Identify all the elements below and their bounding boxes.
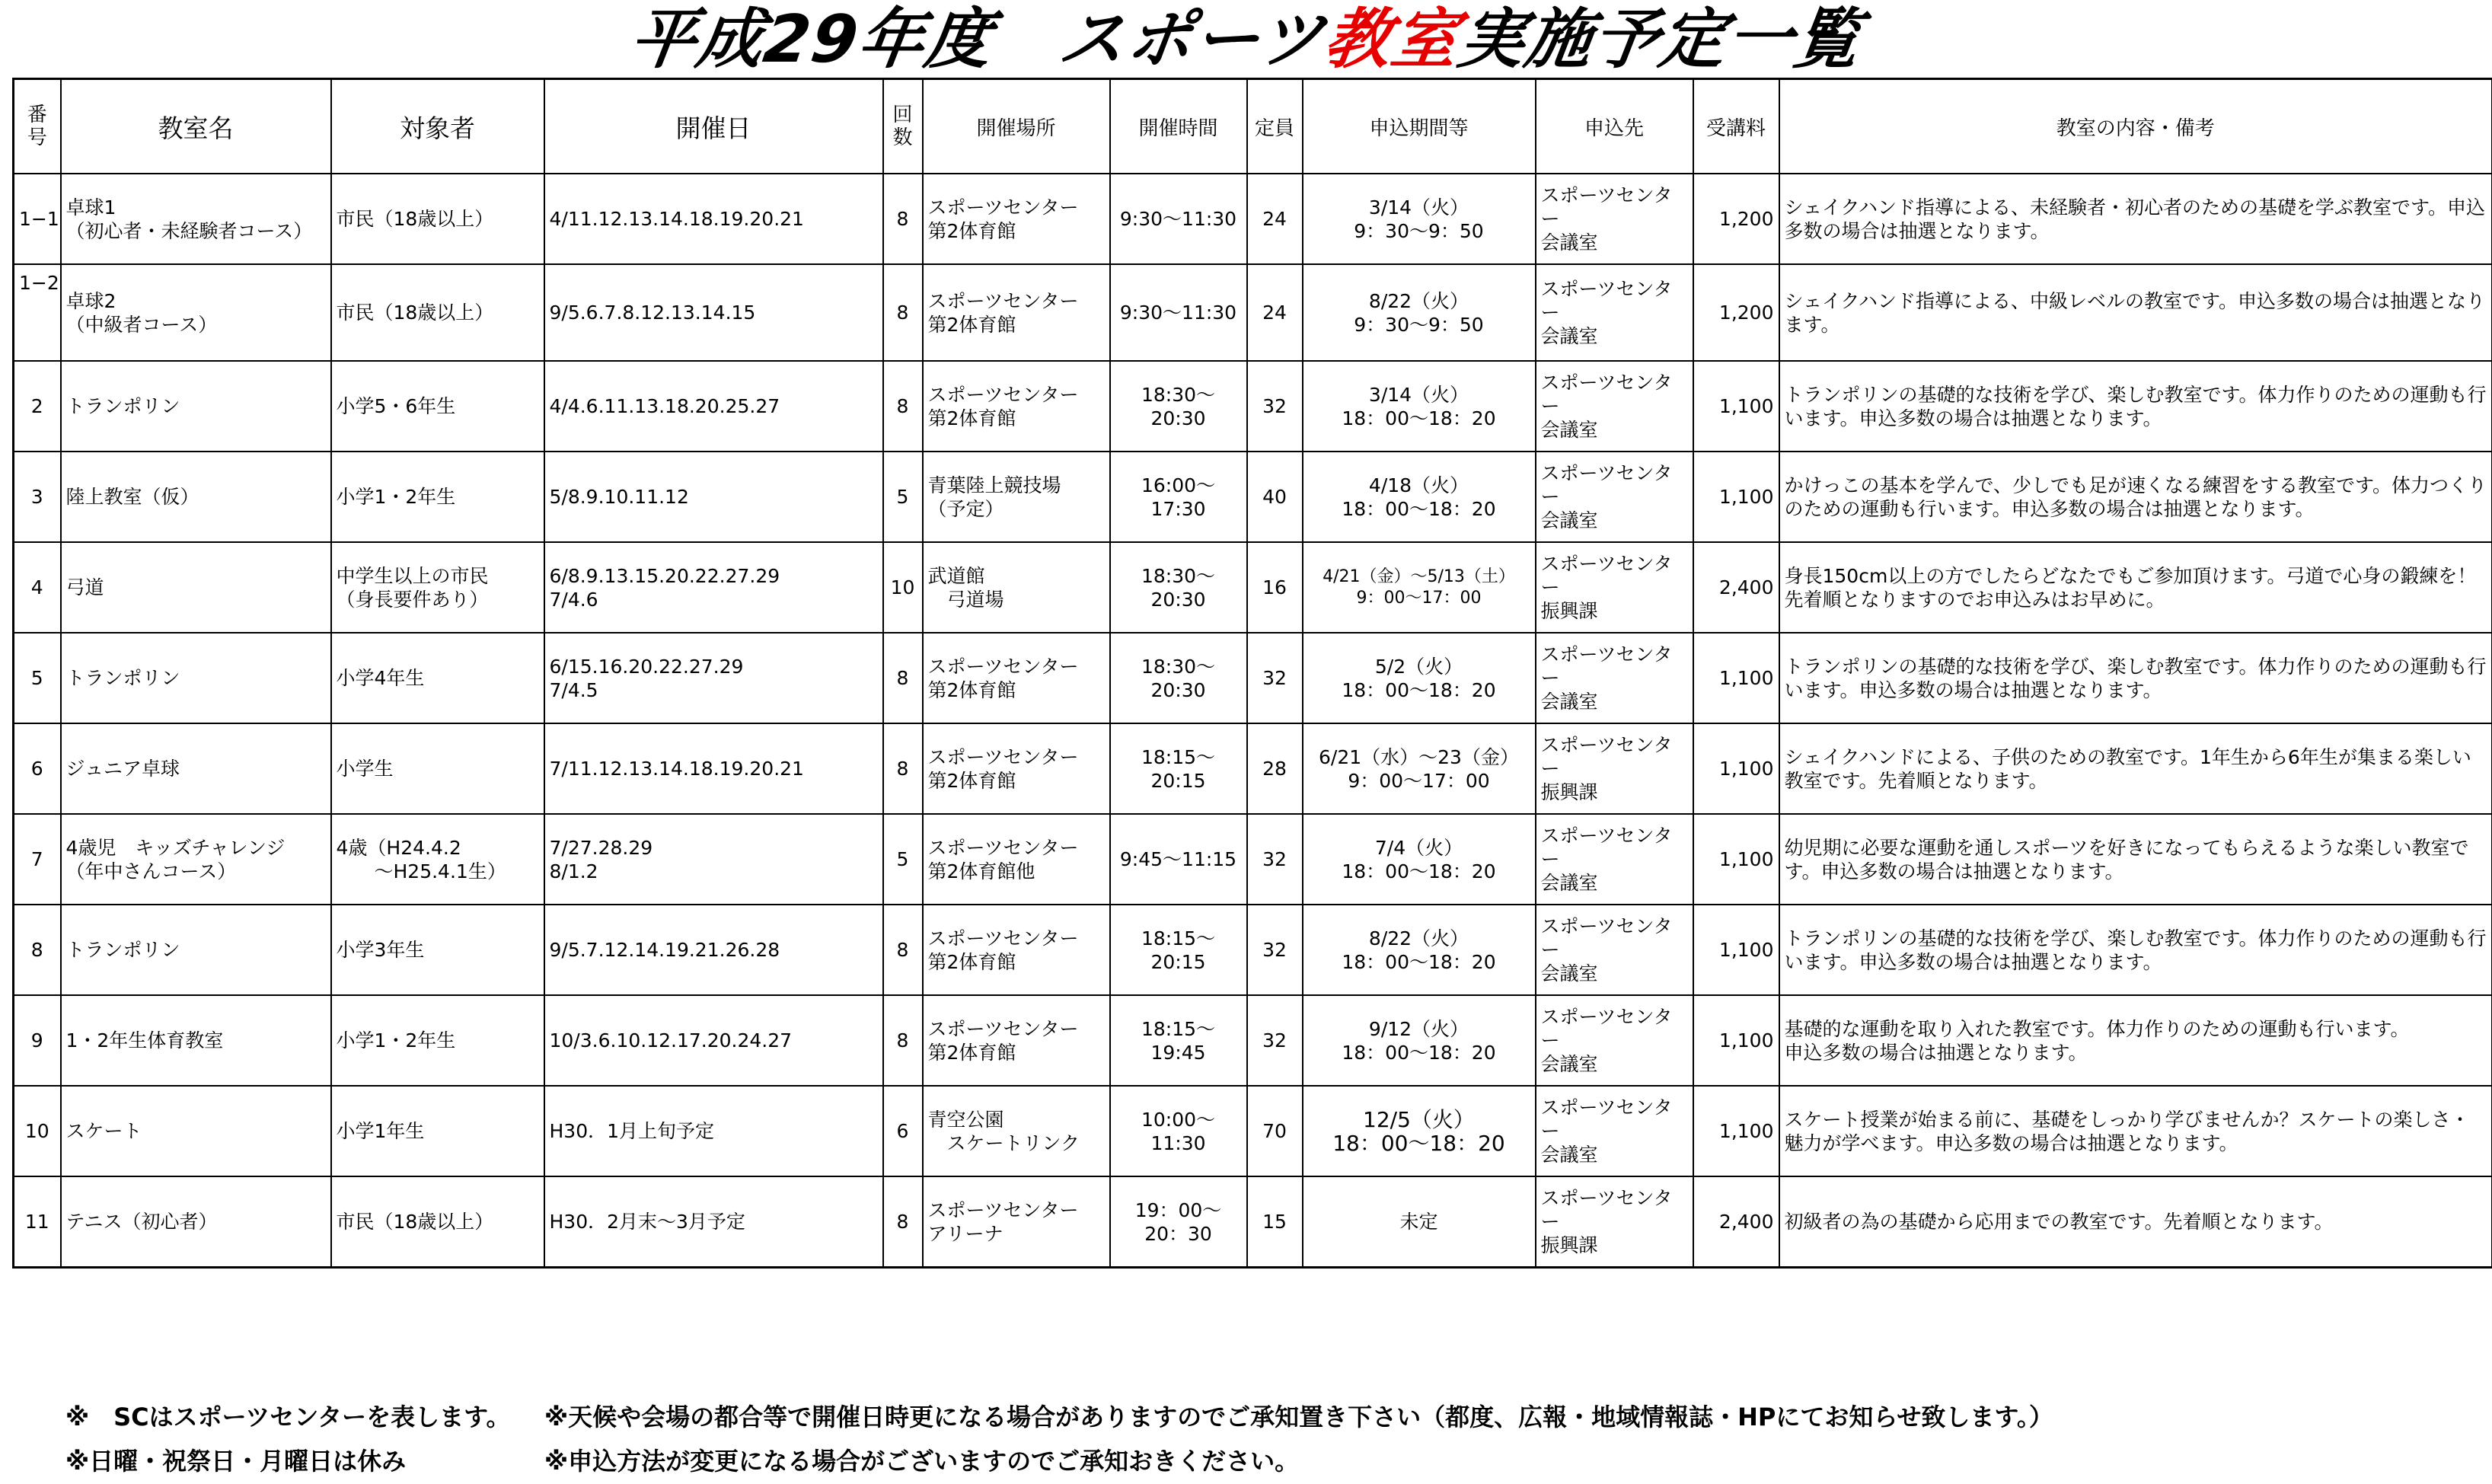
venue: スポーツセンター 第2体育館 [923,905,1110,995]
notes: トランポリンの基礎的な技術を学び、楽しむ教室です。体力作りのための運動も行います。申込多数の場合は抽選となります。 [1779,633,2492,723]
dates: 9/5.7.12.14.19.21.26.28 [544,905,883,995]
contact: スポーツセンター 振興課 [1536,542,1693,633]
time: 18:15〜20:15 [1110,723,1247,814]
row-num: 7 [14,814,61,905]
class-name: 卓球2 （中級者コース） [61,264,331,361]
notes: かけっこの基本を学んで、少しでも足が速くなる練習をする教室です。体力つくりのための運動も行います。申込多数の場合は抽選となります。 [1779,452,2492,542]
row-num: 1−1 [14,174,61,264]
contact: スポーツセンター 会議室 [1536,1086,1693,1176]
fee: 1,100 [1693,633,1779,723]
time: 19：00〜20：30 [1110,1176,1247,1268]
time: 9:45〜11:15 [1110,814,1247,905]
table-row [14,1176,2492,1268]
contact: スポーツセンター 会議室 [1536,905,1693,995]
header-row [14,79,2492,174]
capacity: 32 [1247,633,1303,723]
target: 市民（18歳以上） [331,174,544,264]
period: 12/5（火） 18：00〜18：20 [1303,1086,1536,1176]
table-row [14,633,2492,723]
class-name: 1・2年生体育教室 [61,995,331,1086]
dates: 10/3.6.10.12.17.20.24.27 [544,995,883,1086]
target: 小学3年生 [331,905,544,995]
header-time: 開催時間 [1110,79,1247,174]
capacity: 28 [1247,723,1303,814]
fee: 1,100 [1693,361,1779,452]
target: 市民（18歳以上） [331,264,544,361]
target: 中学生以上の市民 （身長要件あり） [331,542,544,633]
capacity: 32 [1247,905,1303,995]
table-row [14,361,2492,452]
period: 3/14（火） 9：30〜9：50 [1303,174,1536,264]
footer-note-weather: ※天候や会場の都合等で開催日時更になる場合がありますのでご承知置き下さい（都度、広報・地域情報誌・HPにてお知らせ致します。） [544,1403,2053,1431]
dates: 6/15.16.20.22.27.29 7/4.5 [544,633,883,723]
table-row [14,264,2492,361]
time: 9:30〜11:30 [1110,264,1247,361]
row-num: 1−2 [14,264,61,361]
class-name: トランポリン [61,361,331,452]
header-count: 回数 [883,79,923,174]
class-name: スケート [61,1086,331,1176]
venue: スポーツセンター 第2体育館 [923,633,1110,723]
contact: スポーツセンター 会議室 [1536,633,1693,723]
capacity: 15 [1247,1176,1303,1268]
venue: スポーツセンター 第2体育館 [923,174,1110,264]
fee: 1,100 [1693,995,1779,1086]
count: 6 [883,1086,923,1176]
notes: スケート授業が始まる前に、基礎をしっかり学びませんか？スケートの楽しさ・魅力が学べます。申込多数の場合は抽選となります。 [1779,1086,2492,1176]
target: 小学生 [331,723,544,814]
table-row [14,814,2492,905]
target: 小学5・6年生 [331,361,544,452]
row-num: 5 [14,633,61,723]
contact: スポーツセンター 振興課 [1536,1176,1693,1268]
time: 18:15〜19:45 [1110,995,1247,1086]
notes: トランポリンの基礎的な技術を学び、楽しむ教室です。体力作りのための運動も行います。申込多数の場合は抽選となります。 [1779,905,2492,995]
count: 8 [883,1176,923,1268]
title-part-1: 平成29年度 スポーツ [625,2,1331,78]
contact: スポーツセンター 振興課 [1536,723,1693,814]
title-highlight: 教室 [1319,2,1465,78]
header-name: 教室名 [61,79,331,174]
fee: 1,100 [1693,1086,1779,1176]
header-venue: 開催場所 [923,79,1110,174]
venue: スポーツセンター 第2体育館 [923,264,1110,361]
header-num: 番号 [14,79,61,174]
capacity: 40 [1247,452,1303,542]
fee: 1,100 [1693,723,1779,814]
dates: 7/27.28.29 8/1.2 [544,814,883,905]
capacity: 24 [1247,174,1303,264]
fee: 1,100 [1693,814,1779,905]
time: 18:30〜20:30 [1110,542,1247,633]
header-target: 対象者 [331,79,544,174]
period: 3/14（火） 18：00〜18：20 [1303,361,1536,452]
page-title [0,0,2492,76]
row-num: 3 [14,452,61,542]
table-row [14,452,2492,542]
count: 8 [883,905,923,995]
footer-note-sc: ※ SCはスポーツセンターを表します。 [65,1403,511,1431]
dates: H30．1月上旬予定 [544,1086,883,1176]
class-name: ジュニア卓球 [61,723,331,814]
header-contact: 申込先 [1536,79,1693,174]
fee: 1,100 [1693,452,1779,542]
venue: 青葉陸上競技場 （予定） [923,452,1110,542]
table-row [14,995,2492,1086]
count: 8 [883,361,923,452]
row-num: 6 [14,723,61,814]
notes: 基礎的な運動を取り入れた教室です。体力作りのための運動も行います。 申込多数の場合は抽選となります。 [1779,995,2492,1086]
contact: スポーツセンター 会議室 [1536,264,1693,361]
table-row [14,542,2492,633]
dates: 9/5.6.7.8.12.13.14.15 [544,264,883,361]
dates: H30．2月末〜3月予定 [544,1176,883,1268]
venue: スポーツセンター アリーナ [923,1176,1110,1268]
row-num: 2 [14,361,61,452]
notes: シェイクハンド指導による、中級レベルの教室です。申込多数の場合は抽選となります。 [1779,264,2492,361]
fee: 1,200 [1693,264,1779,361]
period: 4/21（金）〜5/13（土） 9：00〜17：00 [1303,542,1536,633]
table-row [14,174,2492,264]
capacity: 32 [1247,814,1303,905]
time: 18:15〜20:15 [1110,905,1247,995]
schedule-table [12,78,2492,1269]
class-name: トランポリン [61,633,331,723]
period: 6/21（水）〜23（金） 9：00〜17：00 [1303,723,1536,814]
venue: スポーツセンター 第2体育館 [923,995,1110,1086]
notes: 幼児期に必要な運動を通しスポーツを好きになってもらえるような楽しい教室です。申込多数の場合は抽選となります。 [1779,814,2492,905]
capacity: 70 [1247,1086,1303,1176]
time: 18:30〜20:30 [1110,361,1247,452]
count: 8 [883,723,923,814]
header-notes: 教室の内容・備考 [1779,79,2492,174]
target: 小学1年生 [331,1086,544,1176]
time: 10:00〜11:30 [1110,1086,1247,1176]
header-period: 申込期間等 [1303,79,1536,174]
venue: スポーツセンター 第2体育館 [923,361,1110,452]
notes: 身長150cm以上の方でしたらどなたでもご参加頂けます。弓道で心身の鍛練を！先着順となりますのでお申込みはお早めに。 [1779,542,2492,633]
notes: シェイクハンド指導による、未経験者・初心者のための基礎を学ぶ教室です。申込多数の場合は抽選となります。 [1779,174,2492,264]
period: 4/18（火） 18：00〜18：20 [1303,452,1536,542]
target: 小学1・2年生 [331,995,544,1086]
count: 5 [883,814,923,905]
period: 8/22（火） 9：30〜9：50 [1303,264,1536,361]
dates: 5/8.9.10.11.12 [544,452,883,542]
count: 5 [883,452,923,542]
target: 小学1・2年生 [331,452,544,542]
footer-note-holidays: ※日曜・祝祭日・月曜日は休み [65,1447,407,1476]
row-num: 9 [14,995,61,1086]
time: 16:00〜17:30 [1110,452,1247,542]
dates: 7/11.12.13.14.18.19.20.21 [544,723,883,814]
fee: 1,200 [1693,174,1779,264]
class-name: 陸上教室（仮） [61,452,331,542]
row-num: 8 [14,905,61,995]
fee: 2,400 [1693,1176,1779,1268]
row-num: 4 [14,542,61,633]
contact: スポーツセンター 会議室 [1536,995,1693,1086]
notes: シェイクハンドによる、子供のための教室です。1年生から6年生が集まる楽しい教室です。先着順となります。 [1779,723,2492,814]
row-num: 10 [14,1086,61,1176]
period: 8/22（火） 18：00〜18：20 [1303,905,1536,995]
period: 5/2（火） 18：00〜18：20 [1303,633,1536,723]
capacity: 32 [1247,361,1303,452]
class-name: トランポリン [61,905,331,995]
fee: 1,100 [1693,905,1779,995]
venue: 武道館 弓道場 [923,542,1110,633]
capacity: 24 [1247,264,1303,361]
capacity: 32 [1247,995,1303,1086]
class-name: テニス（初心者） [61,1176,331,1268]
contact: スポーツセンター 会議室 [1536,174,1693,264]
time: 18:30〜20:30 [1110,633,1247,723]
header-capacity: 定員 [1247,79,1303,174]
contact: スポーツセンター 会議室 [1536,452,1693,542]
title-part-3: 実施予定一覧 [1453,2,1867,78]
row-num: 11 [14,1176,61,1268]
count: 8 [883,264,923,361]
venue: スポーツセンター 第2体育館 [923,723,1110,814]
fee: 2,400 [1693,542,1779,633]
contact: スポーツセンター 会議室 [1536,361,1693,452]
notes: トランポリンの基礎的な技術を学び、楽しむ教室です。体力作りのための運動も行います。申込多数の場合は抽選となります。 [1779,361,2492,452]
table-row [14,1086,2492,1176]
notes: 初級者の為の基礎から応用までの教室です。先着順となります。 [1779,1176,2492,1268]
class-name: 卓球1 （初心者・未経験者コース） [61,174,331,264]
count: 8 [883,995,923,1086]
period: 未定 [1303,1176,1536,1268]
count: 10 [883,542,923,633]
capacity: 16 [1247,542,1303,633]
table-row [14,723,2492,814]
target: 4歳（H24.4.2 〜H25.4.1生） [331,814,544,905]
target: 小学4年生 [331,633,544,723]
target: 市民（18歳以上） [331,1176,544,1268]
header-dates: 開催日 [544,79,883,174]
contact: スポーツセンター 会議室 [1536,814,1693,905]
footer-note-method: ※申込方法が変更になる場合がございますのでご承知おきください。 [544,1447,1300,1476]
table-row [14,905,2492,995]
class-name: 弓道 [61,542,331,633]
dates: 4/11.12.13.14.18.19.20.21 [544,174,883,264]
venue: 青空公園 スケートリンク [923,1086,1110,1176]
dates: 6/8.9.13.15.20.22.27.29 7/4.6 [544,542,883,633]
header-fee: 受講料 [1693,79,1779,174]
count: 8 [883,633,923,723]
venue: スポーツセンター 第2体育館他 [923,814,1110,905]
period: 9/12（火） 18：00〜18：20 [1303,995,1536,1086]
dates: 4/4.6.11.13.18.20.25.27 [544,361,883,452]
period: 7/4（火） 18：00〜18：20 [1303,814,1536,905]
time: 9:30〜11:30 [1110,174,1247,264]
class-name: 4歳児 キッズチャレンジ （年中さんコース） [61,814,331,905]
count: 8 [883,174,923,264]
